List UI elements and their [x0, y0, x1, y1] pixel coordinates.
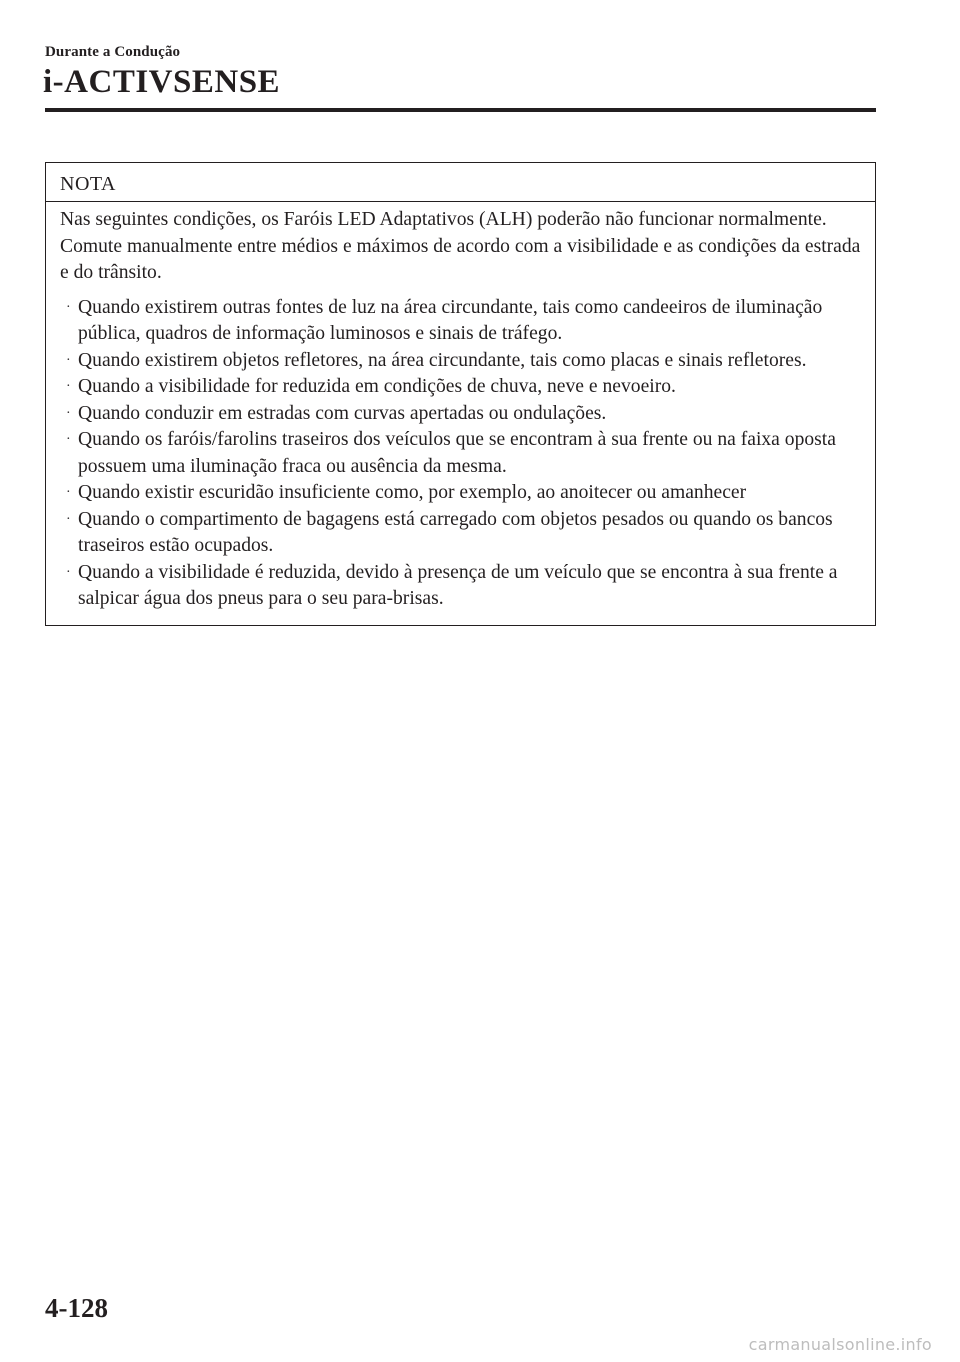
note-intro: Nas seguintes condições, os Faróis LED Adaptativos (ALH) poderão não funcionar normalmente. Comute manualmente entre médios e máximos de acordo com a visibilidade e as condições da estrada e do trânsito. [60, 209, 861, 283]
page-number: 4-128 [45, 1293, 108, 1323]
list-item [60, 427, 861, 480]
header-rule [45, 108, 876, 112]
list-item-text: Quando o compartimento de bagagens está carregado com objetos pesados ou quando os bancos traseiros estão ocupados. [78, 508, 833, 556]
bullet-icon: · [66, 511, 71, 527]
chapter-title: i-ACTIVSENSE [43, 64, 281, 100]
list-item-text: Quando a visibilidade é reduzida, devido à presença de um veículo que se encontra à sua frente a salpicar água dos pneus para o seu para-brisas. [78, 561, 838, 609]
list-item-text: Quando conduzir em estradas com curvas apertadas ou ondulações. [78, 402, 607, 424]
watermark: carmanualsonline.info [748, 1335, 932, 1354]
note-body [46, 202, 875, 625]
bullet-icon: · [66, 379, 71, 394]
list-item [60, 295, 861, 348]
bullet-icon: · [66, 432, 71, 447]
list-item [60, 560, 861, 613]
note-title: NOTA [46, 163, 875, 202]
list-item-text: Quando os faróis/farolins traseiros dos veículos que se encontram à sua frente ou na faixa oposta possuem uma iluminação fraca ou ausência da mesma. [78, 429, 836, 477]
list-item-text: Quando existirem outras fontes de luz na área circundante, tais como candeeiros de iluminação pública, quadros de informação luminosos e sinais de tráfego. [78, 296, 823, 344]
section-label: Durante a Condução [45, 44, 181, 60]
bullet-icon: · [66, 299, 71, 315]
list-item [60, 348, 861, 375]
note-box [45, 162, 876, 626]
bullet-icon: · [66, 485, 71, 500]
list-item-text: Quando a visibilidade for reduzida em condições de chuva, neve e nevoeiro. [78, 376, 676, 397]
bullet-icon: · [66, 352, 71, 368]
note-list [60, 295, 861, 613]
list-item [60, 374, 861, 401]
list-item-text: Quando existirem objetos refletores, na área circundante, tais como placas e sinais refletores. [78, 349, 807, 371]
bullet-icon: · [66, 405, 71, 421]
list-item [60, 507, 861, 560]
list-item [60, 480, 861, 507]
bullet-icon: · [66, 564, 71, 580]
list-item-text: Quando existir escuridão insuficiente como, por exemplo, ao anoitecer ou amanhecer [78, 482, 747, 503]
list-item [60, 401, 861, 428]
